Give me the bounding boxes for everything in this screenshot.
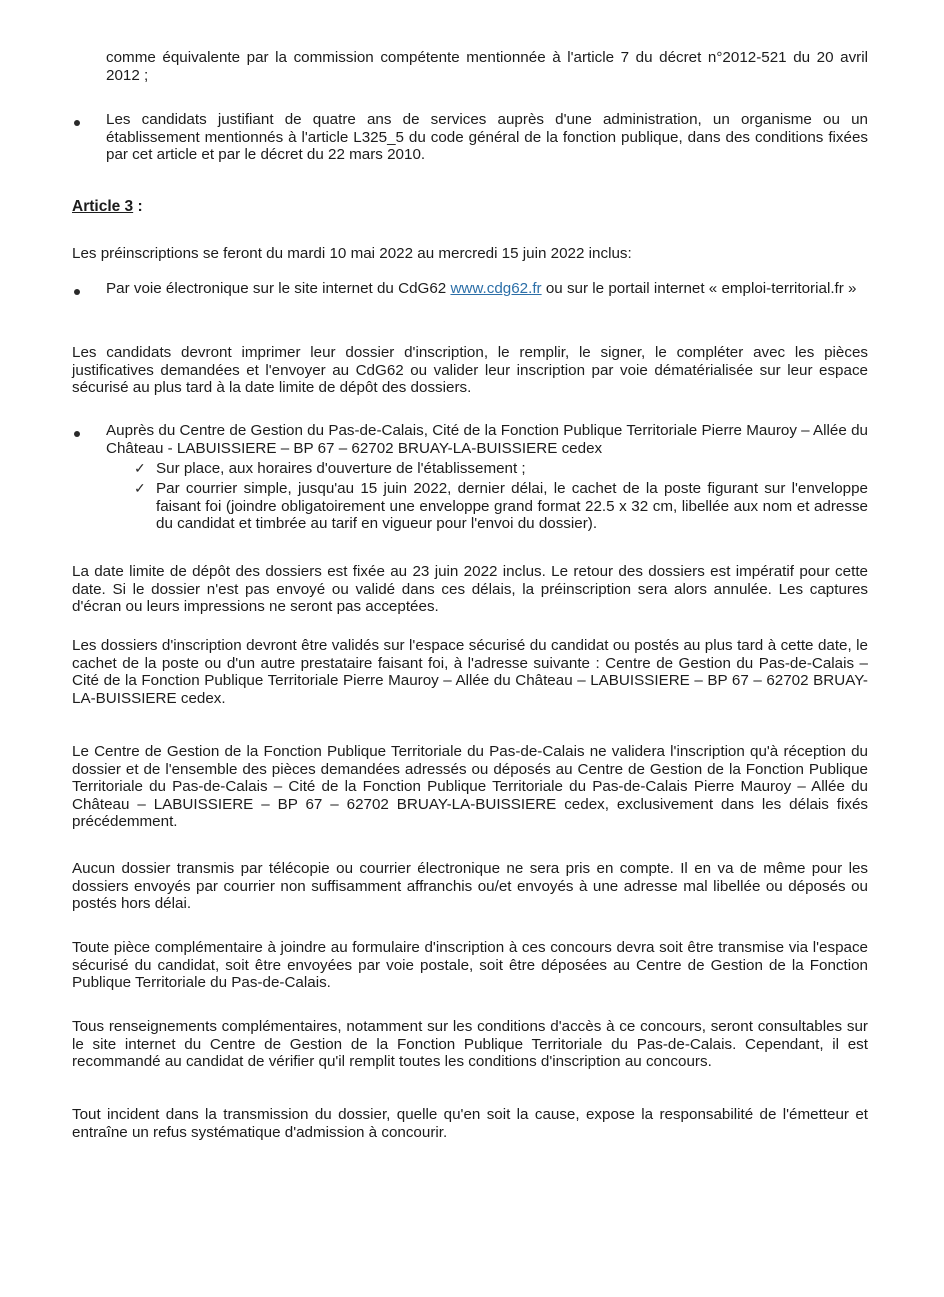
bullet-electronic bbox=[106, 280, 868, 298]
check-item-mail: Par courrier simple, jusqu'au 15 juin 2022, dernier délai, le cachet de la poste figurant sur l'enveloppe faisant foi (joindre obligatoirement une enveloppe grand format 22.5 x 32 cm, libellée aux nom et adresse du candidat et timbrée au tarif en vigueur pour l'envoi du dossier). bbox=[156, 480, 868, 533]
bullet-centre: Auprès du Centre de Gestion du Pas-de-Calais, Cité de la Fonction Publique Territoriale Pierre Mauroy – Allée du Château - LABUISSIERE – BP 67 – 62702 BRUAY-LA-BUISSIERE cedex bbox=[106, 422, 868, 457]
bullet-electronic-before: Par voie électronique sur le site internet du CdG62 bbox=[106, 280, 451, 297]
bullet-services: Les candidats justifiant de quatre ans de services auprès d'une administration, un organisme ou un établissement mentionnés à l'article L325_5 du code général de la fonction publique, dans des conditions fixées par cet article et par le décret du 22 mars 2010. bbox=[106, 111, 868, 164]
check-item-onsite: Sur place, aux horaires d'ouverture de l'établissement ; bbox=[156, 460, 526, 477]
bullet-icon bbox=[74, 120, 80, 126]
paragraph-deadline: La date limite de dépôt des dossiers est fixée au 23 juin 2022 inclus. Le retour des dossiers est impératif pour cette date. Si le dossier n'est pas envoyé ou validé dans ces délais, la préinscription sera alors annulée. Les captures d'écran ou leurs impressions ne seront pas acceptées. bbox=[72, 563, 868, 616]
preinscriptions-text: Les préinscriptions se feront du mardi 10 mai 2022 au mercredi 15 juin 2022 inclus: bbox=[72, 245, 632, 262]
article-heading bbox=[72, 198, 143, 216]
checkmark-icon: ✓ bbox=[134, 480, 146, 496]
paragraph-fax: Aucun dossier transmis par télécopie ou courrier électronique ne sera pris en compte. Il en va de même pour les dossiers envoyés par courrier non suffisamment affranchis ou/et envoyés à une adresse mal libellée ou déposés ou postés hors délai. bbox=[72, 860, 868, 913]
bullet-icon bbox=[74, 431, 80, 437]
paragraph-pieces: Toute pièce complémentaire à joindre au formulaire d'inscription à ces concours devra soit être transmise via l'espace sécurisé du candidat, soit être envoyées par voie postale, soit être déposées au Centre de Gestion de la Fonction Publique Territoriale du Pas-de-Calais. bbox=[72, 939, 868, 992]
paragraph-centre: Le Centre de Gestion de la Fonction Publique Territoriale du Pas-de-Calais ne validera l'inscription qu'à réception du dossier et de l'ensemble des pièces demandées adressés ou déposés au Centre de Gestion de la Fonction Publique Territoriale du Pas-de-Calais – Cité de la Fonction Publique Territoriale du Pas-de-Calais Pierre Mauroy – Allée du Château – LABUISSIERE – BP 67 – 62702 BRUAY-LA-BUISSIERE cedex, exclusivement dans les délais fixés précédemment. bbox=[72, 743, 868, 831]
checkmark-icon: ✓ bbox=[134, 460, 146, 476]
article-label: Article 3 bbox=[72, 198, 134, 215]
bullet-icon bbox=[74, 289, 80, 295]
paragraph-incident: Tout incident dans la transmission du dossier, quelle qu'en soit la cause, expose la responsabilité de l'émetteur et entraîne un refus systématique d'admission à concourir. bbox=[72, 1106, 868, 1141]
bullet-electronic-after: ou sur le portail internet « emploi-territorial.fr » bbox=[541, 280, 857, 297]
paragraph-info: Tous renseignements complémentaires, notamment sur les conditions d'accès à ce concours, seront consultables sur le site internet du Centre de Gestion de la Fonction Publique Territoriale du Pas-de-Calais. Cependant, il est recommandé au candidat de vérifier qu'il remplit toutes les conditions d'inscription au concours. bbox=[72, 1018, 868, 1071]
article-suffix: : bbox=[133, 198, 143, 215]
cdg62-link[interactable]: www.cdg62.fr bbox=[450, 280, 542, 297]
paragraph-print: Les candidats devront imprimer leur dossier d'inscription, le remplir, le signer, le compléter avec les pièces justificatives demandées et l'envoyer au CdG62 ou valider leur inscription par voie dématérialisée sur leur espace sécurisé au plus tard à la date limite de dépôt des dossiers. bbox=[72, 344, 868, 397]
intro-continuation: comme équivalente par la commission compétente mentionnée à l'article 7 du décret n°2012-521 du 20 avril 2012 ; bbox=[106, 49, 868, 84]
paragraph-validate: Les dossiers d'inscription devront être validés sur l'espace sécurisé du candidat ou postés au plus tard à cette date, le cachet de la poste ou d'un autre prestataire faisant foi, à l'adresse suivante : Centre de Gestion du Pas-de-Calais – Cité de la Fonction Publique Territoriale Pierre Mauroy – Allée du Château – LABUISSIERE – BP 67 – 62702 BRUAY-LA-BUISSIERE cedex. bbox=[72, 637, 868, 707]
